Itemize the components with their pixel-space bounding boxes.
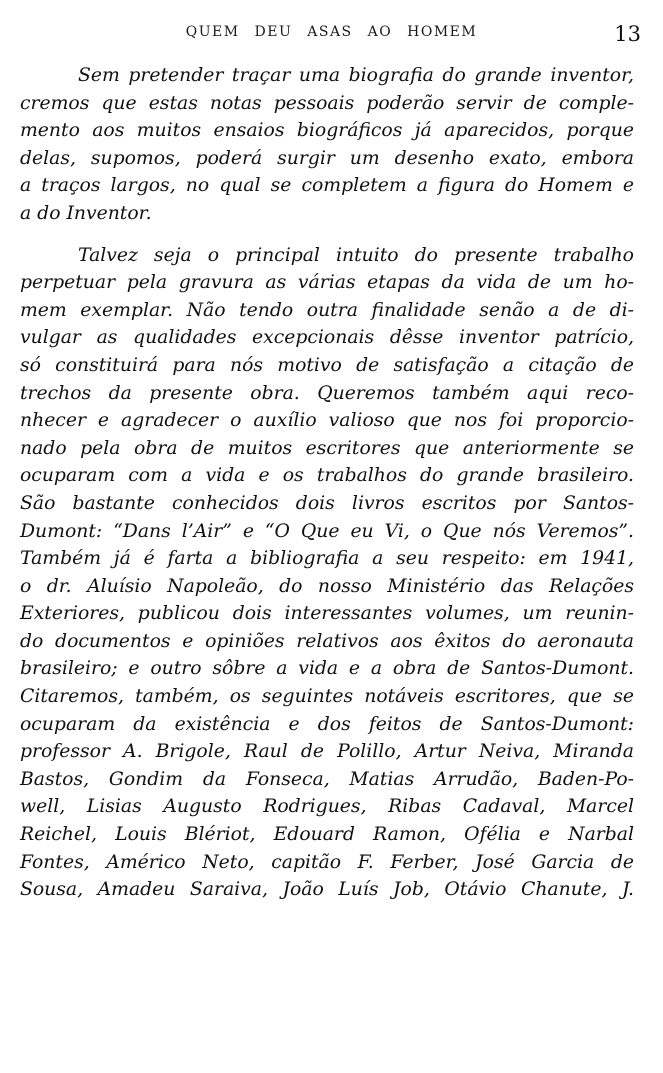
paragraph-1	[20, 62, 634, 228]
text-line: trechos da presente obra. Queremos também aqui reco-	[20, 382, 634, 404]
text-line: Fontes, Américo Neto, capitão F. Ferber, José Garcia de	[20, 851, 634, 873]
text-line: professor A. Brigole, Raul de Polillo, Artur Neiva, Miranda	[20, 741, 634, 763]
text-line: mento aos muitos ensaios biográficos já aparecidos, porque	[20, 120, 634, 142]
text-line: cremos que estas notas pessoais poderão servir de comple-	[20, 92, 634, 114]
page-number: 13	[614, 22, 641, 46]
text-line: só constituirá para nós motivo de satisfação a citação de	[20, 354, 634, 376]
text-line: nado pela obra de muitos escritores que anteriormente se	[20, 437, 634, 459]
text-line: mem exemplar. Não tendo outra finalidade senão a de di-	[20, 299, 634, 321]
text-line: Também já é farta a bibliografia a seu respeito: em 1941,	[20, 548, 634, 570]
text-line: ocuparam com a vida e os trabalhos do grande brasileiro.	[20, 465, 634, 487]
text-line: São bastante conhecidos dois livros escritos por Santos-	[20, 492, 634, 514]
text-line: Talvez seja o principal intuito do presente trabalho	[78, 244, 634, 266]
text-line: o dr. Aluísio Napoleão, do nosso Ministério das Relações	[20, 575, 634, 597]
running-title: QUEM DEU ASAS AO HOMEM	[185, 24, 478, 40]
text-line: Dumont: “Dans l’Air” e “O Que eu Vi, o Que nós Veremos”.	[20, 520, 634, 542]
text-line: Exteriores, publicou dois interessantes volumes, um reunin-	[20, 603, 634, 625]
text-line: Citaremos, também, os seguintes notáveis escritores, que se	[20, 686, 634, 708]
text-line: Sousa, Amadeu Saraiva, João Luís Job, Otávio Chanute, J.	[20, 879, 634, 901]
text-line: Bastos, Gondim da Fonseca, Matias Arrudão, Baden-Po-	[20, 768, 634, 790]
text-line: well, Lisias Augusto Rodrigues, Ribas Cadaval, Marcel	[20, 796, 634, 818]
paragraph-gap	[20, 228, 634, 242]
page-header	[0, 22, 663, 52]
text-line: brasileiro; e outro sôbre a vida e a obra de Santos-Dumont.	[20, 658, 634, 680]
text-line: a traços largos, no qual se completem a figura do Homem e	[20, 175, 634, 197]
text-line: nhecer e agradecer o auxílio valioso que nos foi proporcio-	[20, 410, 634, 432]
text-line: Sem pretender traçar uma biografia do grande inventor,	[78, 65, 634, 86]
text-line: perpetuar pela gravura as várias etapas da vida de um ho-	[20, 272, 634, 294]
text-line: a do Inventor.	[20, 202, 152, 224]
text-line: vulgar as qualidades excepcionais dêsse inventor patrício,	[20, 327, 634, 349]
body-text	[20, 62, 634, 904]
paragraph-2	[20, 242, 634, 904]
text-line: Reichel, Louis Blériot, Edouard Ramon, Ofélia e Narbal	[20, 824, 634, 846]
text-line: delas, supomos, poderá surgir um desenho exato, embora	[20, 147, 634, 169]
text-line: do documentos e opiniões relativos aos êxitos do aeronauta	[20, 630, 634, 652]
text-line: ocuparam da existência e dos feitos de Santos-Dumont:	[20, 713, 634, 735]
